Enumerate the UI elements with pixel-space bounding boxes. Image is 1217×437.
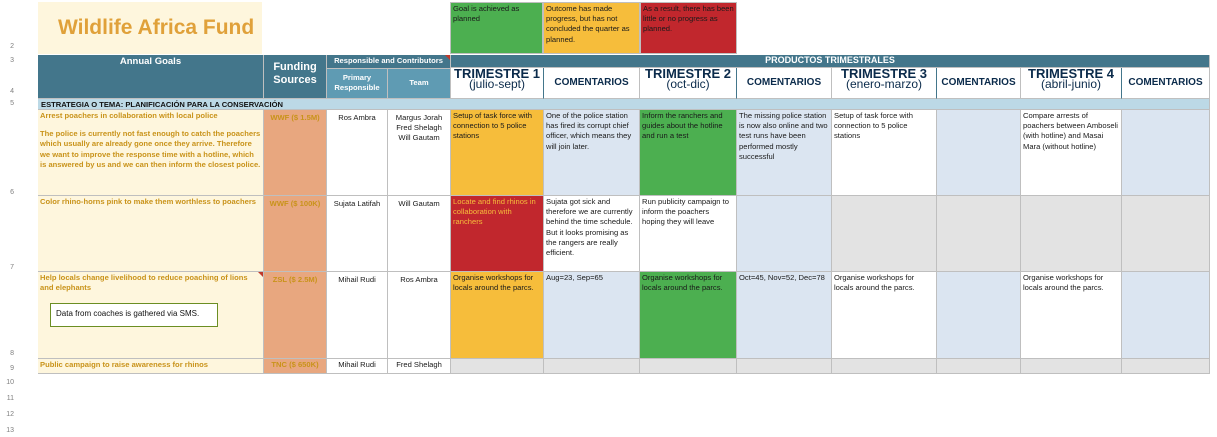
q4-label: TRIMESTRE 4 — [1028, 68, 1114, 81]
team-cell[interactable]: Fred Shelagh — [388, 359, 451, 374]
row-number: 11 — [6, 395, 14, 402]
c1-cell[interactable]: One of the police station has fired its corrupt chief officer, which means they will join later. — [544, 110, 640, 196]
row-number: 8 — [10, 350, 14, 357]
row-number: 7 — [10, 264, 14, 271]
q3-label: TRIMESTRE 3 — [841, 68, 927, 81]
row-number: 6 — [10, 189, 14, 196]
c3-cell[interactable] — [937, 359, 1021, 374]
legend-progress[interactable]: Outcome has made progress, but has not concluded the quarter as planned. — [543, 2, 640, 54]
primary-cell[interactable]: Mihail Rudi — [327, 359, 388, 374]
row-number: 10 — [6, 379, 14, 386]
q3-cell[interactable] — [832, 196, 937, 272]
q1-sub: (julio-sept) — [468, 77, 525, 92]
legend-achieved[interactable]: Goal is achieved as planned — [450, 2, 543, 54]
productos-header[interactable] — [451, 55, 1210, 68]
q2-sub: (oct-dic) — [666, 77, 710, 92]
annual-goals-label: Annual Goals — [119, 56, 182, 67]
q2-cell[interactable]: Inform the ranchers and guides about the hotline and run a test — [640, 110, 737, 196]
strategy-bar[interactable]: ESTRATEGIA O TEMA: PLANIFICACIÓN PARA LA CONSERVACIÓN — [38, 99, 1210, 110]
row-number: 4 — [10, 88, 14, 95]
q4-cell[interactable] — [1021, 196, 1122, 272]
c3-header[interactable]: COMENTARIOS — [937, 68, 1021, 99]
productos-label: PRODUCTOS TRIMESTRALES — [765, 55, 895, 65]
row-number: 9 — [10, 365, 14, 372]
c2-cell[interactable]: Oct=45, Nov=52, Dec=78 — [737, 272, 832, 359]
annual-goals-header[interactable] — [38, 55, 264, 99]
primary-cell[interactable]: Ros Ambra — [327, 110, 388, 196]
q4-cell[interactable]: Compare arrests of poachers between Amboseli (with hotline) and Masai Mara (without hotline) — [1021, 110, 1122, 196]
q3-sub: (enero-marzo) — [845, 77, 923, 92]
c4-cell[interactable] — [1122, 110, 1210, 196]
responsible-label: Responsible and Contributors — [334, 56, 443, 65]
row-number: 5 — [10, 100, 14, 107]
q3-cell[interactable] — [832, 359, 937, 374]
c4-cell[interactable] — [1122, 359, 1210, 374]
c4-cell[interactable] — [1122, 196, 1210, 272]
row-number: 13 — [6, 427, 14, 434]
goal-cell[interactable] — [38, 196, 264, 272]
q1-cell[interactable]: Locate and find rhinos in collaboration with ranchers — [451, 196, 544, 272]
c3-cell[interactable] — [937, 110, 1021, 196]
row-number: 12 — [6, 411, 14, 418]
funding-sources-label: Funding Sources — [273, 61, 317, 86]
primary-header[interactable] — [327, 69, 388, 99]
q2-cell[interactable]: Run publicity campaign to inform the poachers hoping they will leave — [640, 196, 737, 272]
team-cell[interactable]: Ros Ambra — [388, 272, 451, 359]
goal-title: Public campaign to raise awareness for rhinos — [40, 360, 208, 369]
goal-title: Arrest poachers in collaboration with local police — [40, 111, 218, 120]
comment-marker-icon — [445, 55, 450, 60]
funding-cell[interactable]: TNC ($ 650K) — [264, 359, 327, 374]
q1-header[interactable] — [451, 68, 544, 99]
q3-cell[interactable]: Setup of task force with connection to 5 police stations — [832, 110, 937, 196]
q3-cell[interactable]: Organise workshops for locals around the parcs. — [832, 272, 937, 359]
q2-cell[interactable]: Organise workshops for locals around the parcs. — [640, 272, 737, 359]
goal-cell[interactable] — [38, 110, 264, 196]
funding-cell[interactable]: WWF ($ 100K) — [264, 196, 327, 272]
c3-cell[interactable] — [937, 196, 1021, 272]
funding-sources-header[interactable] — [264, 55, 327, 99]
q1-cell[interactable]: Setup of task force with connection to 5 police stations — [451, 110, 544, 196]
q2-cell[interactable] — [640, 359, 737, 374]
team-cell[interactable]: Will Gautam — [388, 196, 451, 272]
goal-cell[interactable] — [38, 359, 264, 374]
q3-header[interactable] — [832, 68, 937, 99]
team-label: Team — [409, 78, 429, 87]
primary-cell[interactable]: Sujata Latifah — [327, 196, 388, 272]
funding-cell[interactable]: ZSL ($ 2.5M) — [264, 272, 327, 359]
c1-cell[interactable]: Aug=23, Sep=65 — [544, 272, 640, 359]
funding-cell[interactable]: WWF ($ 1.5M) — [264, 110, 327, 196]
primary-label: Primary Responsible — [334, 73, 380, 92]
row-number: 2 — [10, 43, 14, 50]
goal-title: Help locals change livelihood to reduce poaching of lions and elephants — [40, 273, 248, 293]
c1-cell[interactable] — [544, 359, 640, 374]
q1-label: TRIMESTRE 1 — [454, 68, 540, 81]
responsible-header[interactable] — [327, 55, 451, 69]
team-cell[interactable]: Margus Jorah Fred Shelagh Will Gautam — [388, 110, 451, 196]
c1-cell[interactable]: Sujata got sick and therefore we are currently behind the time schedule. But it looks promising as the rangers are really efficient. — [544, 196, 640, 272]
row-number: 3 — [10, 57, 14, 64]
q4-cell[interactable] — [1021, 359, 1122, 374]
goal-title: Color rhino-horns pink to make them worthless to poachers — [40, 197, 257, 206]
c2-header[interactable]: COMENTARIOS — [737, 68, 832, 99]
q4-cell[interactable]: Organise workshops for locals around the parcs. — [1021, 272, 1122, 359]
legend-no-progress[interactable]: As a result, there has been little or no progress as planned. — [640, 2, 737, 54]
goal-detail: The police is currently not fast enough to catch the poachers which usually are already gone once they arrive. Therefore we want to improve the response time with a hotline, which is answered by us and we can then inform the closest police. — [40, 129, 261, 169]
primary-cell[interactable]: Mihail Rudi — [327, 272, 388, 359]
page-title: Wildlife Africa Fund — [58, 16, 255, 39]
c4-cell[interactable] — [1122, 272, 1210, 359]
q2-label: TRIMESTRE 2 — [645, 68, 731, 81]
c4-header[interactable]: COMENTARIOS — [1122, 68, 1210, 99]
q4-sub: (abril-junio) — [1040, 77, 1102, 92]
c1-header[interactable]: COMENTARIOS — [544, 68, 640, 99]
comment-marker-icon — [258, 272, 263, 277]
q1-cell[interactable] — [451, 359, 544, 374]
q4-header[interactable] — [1021, 68, 1122, 99]
q1-cell[interactable]: Organise workshops for locals around the parcs. — [451, 272, 544, 359]
team-header[interactable] — [388, 69, 451, 99]
c2-cell[interactable] — [737, 196, 832, 272]
c3-cell[interactable] — [937, 272, 1021, 359]
c2-cell[interactable] — [737, 359, 832, 374]
q2-header[interactable] — [640, 68, 737, 99]
cell-comment-note[interactable]: Data from coaches is gathered via SMS. — [50, 303, 218, 327]
c2-cell[interactable]: The missing police station is now also online and two test runs have been performed mostly successful — [737, 110, 832, 196]
